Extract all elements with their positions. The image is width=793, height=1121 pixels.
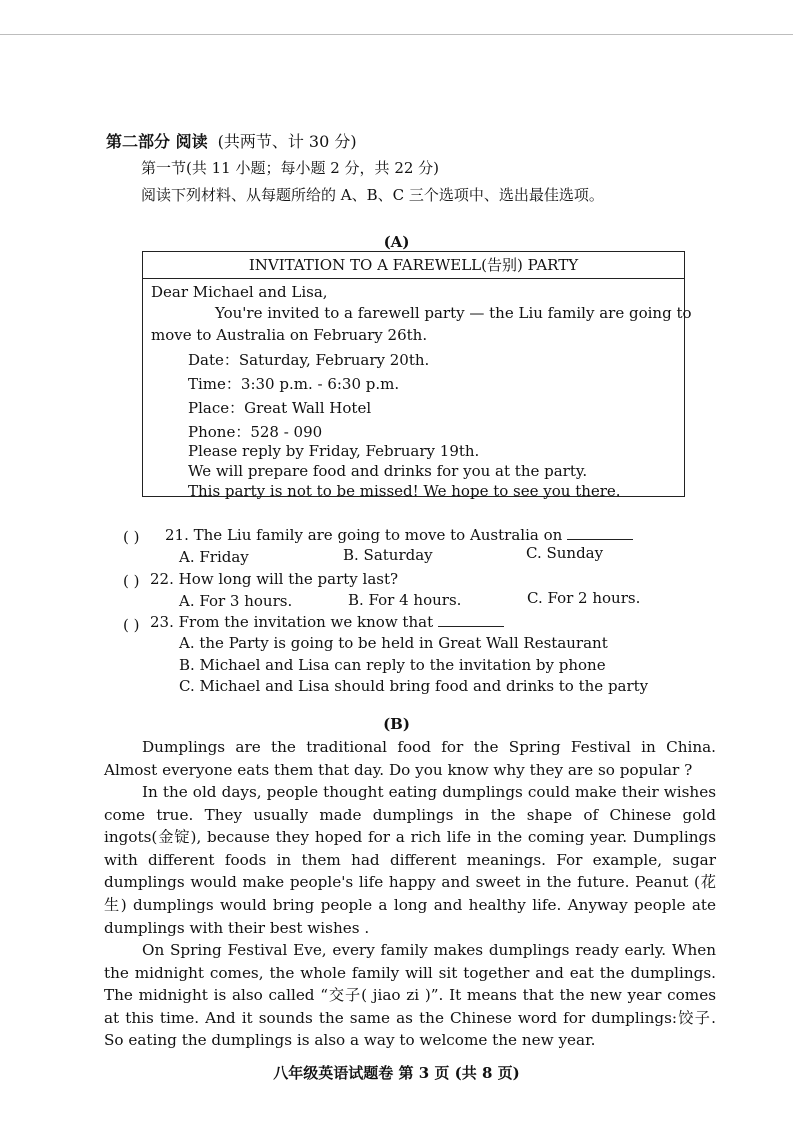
paragraph-text: On Spring Festival Eve, every family makes dumplings ready early. When the midnight comes, the whole family will sit together and eat the dumplings. The midnight is also called “交子( jiao zi )”. It means that the new year comes at this time. And it sounds the same as the Chinese word for dumplings:饺子. So eating the dumplings is also a way to welcome the new year.	[104, 941, 716, 1050]
answer-bracket: ( )	[123, 616, 140, 634]
section-heading: 第一节(共 11 小题；每小题 2 分，共 22 分)	[141, 159, 440, 177]
invitation-time: Time：3:30 p.m. - 6:30 p.m.	[188, 375, 400, 393]
paragraph-text: Dumplings are the traditional food for the Spring Festival in China. Almost everyone eats them that day. Do you know why they are so popular ?	[104, 738, 716, 779]
invitation-date: Date：Saturday, February 20th.	[188, 351, 430, 369]
answer-blank	[567, 527, 633, 540]
scan-top-edge	[0, 34, 793, 35]
invitation-place: Place：Great Wall Hotel	[188, 399, 372, 417]
page-footer: 八年级英语试题卷 第 3 页 (共 8 页)	[273, 1064, 520, 1082]
invitation-line: Please reply by Friday, February 19th.	[188, 442, 480, 460]
invitation-line: This party is not to be missed! We hope to see you there.	[188, 482, 621, 500]
invitation-box	[142, 251, 692, 500]
answer-bracket: ( )	[123, 572, 140, 590]
instruction-text: 阅读下列材料、从每题所给的 A、B、C 三个选项中、选出最佳选项。	[141, 186, 604, 204]
part-heading	[106, 129, 357, 152]
passage-b-paragraph	[104, 939, 716, 1052]
invitation-title: INVITATION TO A FAREWELL(告别) PARTY	[143, 252, 684, 279]
paragraph-text: In the old days, people thought eating dumplings could make their wishes come true. They usually made dumplings in the shape of Chinese gold ingots(金锭), because they hoped for a rich life in the coming year. Dumplings with different foods in them had different meanings. For example, sugar dumplings would make people's life happy and sweet in the future. Peanut (花生) dumplings would bring people a long and healthy life. Anyway people ate dumplings with their best wishes .	[104, 783, 716, 937]
passage-a-label: (A)	[383, 233, 410, 251]
invitation-greeting: Dear Michael and Lisa,	[151, 283, 328, 301]
option: A. For 3 hours.	[179, 592, 293, 610]
option: C. Michael and Lisa should bring food and drinks to the party	[179, 677, 649, 695]
question-text: The Liu family are going to move to Australia on	[193, 526, 563, 544]
question-text: From the invitation we know that	[178, 613, 434, 631]
question-stem	[150, 613, 504, 631]
part-score: (共两节、计 30 分)	[217, 132, 357, 151]
invitation-line: move to Australia on February 26th.	[151, 326, 428, 344]
option: C. For 2 hours.	[527, 589, 641, 607]
passage-b-paragraph	[104, 781, 716, 939]
part-title: 第二部分 阅读	[106, 132, 208, 151]
question-stem	[150, 570, 398, 588]
option: C. Sunday	[526, 544, 604, 562]
answer-blank	[438, 614, 504, 627]
question-number: 23.	[150, 613, 174, 631]
invitation-line: We will prepare food and drinks for you at the party.	[188, 462, 588, 480]
question-number: 22.	[150, 570, 174, 588]
question-stem	[165, 526, 633, 544]
answer-bracket: ( )	[123, 528, 140, 546]
option: B. For 4 hours.	[348, 591, 462, 609]
invitation-line: You're invited to a farewell party — the Liu family are going to	[215, 304, 692, 322]
question-number: 21.	[165, 526, 189, 544]
passage-b-label: (B)	[383, 715, 410, 733]
option: B. Michael and Lisa can reply to the invitation by phone	[179, 656, 606, 674]
passage-b-paragraph	[104, 736, 716, 781]
invitation-phone: Phone：528 - 090	[188, 423, 323, 441]
question-text: How long will the party last?	[178, 570, 399, 588]
option: B. Saturday	[343, 546, 433, 564]
option: A. Friday	[179, 548, 249, 566]
option: A. the Party is going to be held in Great Wall Restaurant	[179, 634, 608, 652]
